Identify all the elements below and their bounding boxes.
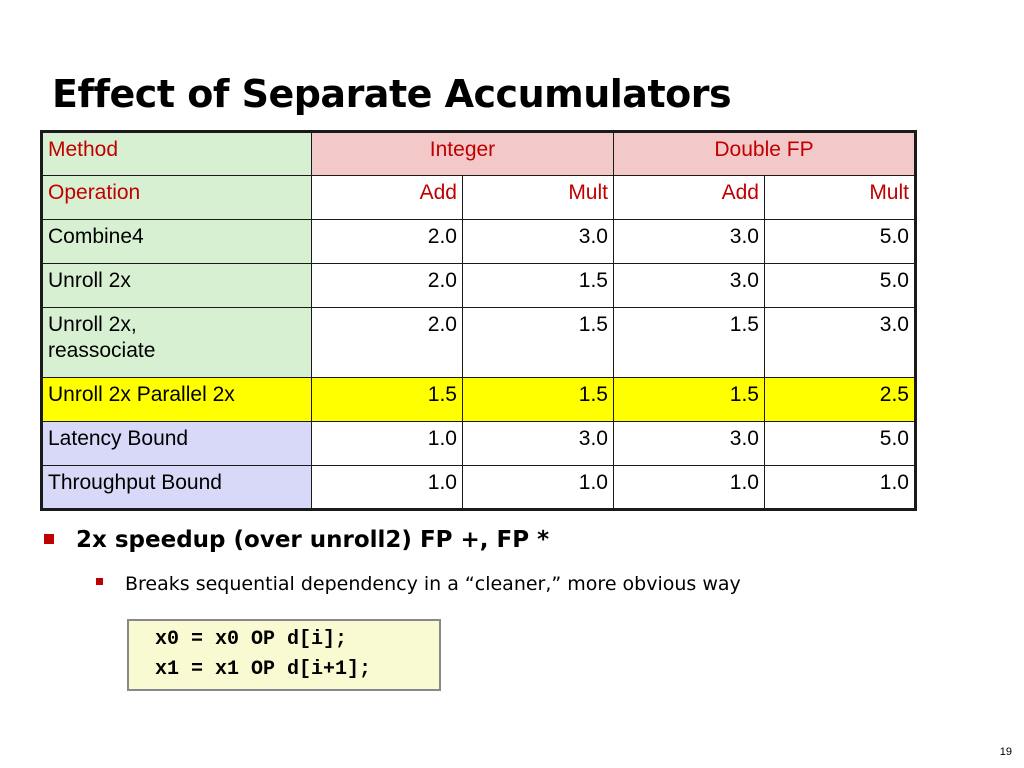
table-row (42, 220, 916, 264)
int-add-cell: 2.0 (312, 308, 463, 378)
main-bullet (44, 527, 549, 553)
int-mult-cell: 1.5 (463, 308, 614, 378)
main-bullet-text: 2x speedup (over unroll2) FP +, FP * (76, 527, 550, 553)
double-fp-header: Double FP (614, 132, 916, 176)
fp-add-cell: 3.0 (614, 264, 765, 308)
sub-bullet (96, 573, 741, 595)
fp-add-cell: 1.5 (614, 378, 765, 422)
operation-row (42, 176, 916, 220)
code-block (127, 619, 441, 691)
table-row (42, 422, 916, 466)
fp-add-cell: 1.5 (614, 308, 765, 378)
int-add-cell: 1.0 (312, 466, 463, 510)
table-header-row (42, 132, 916, 176)
sub-bullet-text: Breaks sequential dependency in a “cleaner,” more obvious way (125, 573, 741, 595)
highlighted-table-row (42, 378, 916, 422)
row-label: Latency Bound (42, 422, 312, 466)
code-line: x0 = x0 OP d[i]; (155, 628, 348, 651)
fp-mult-cell: 5.0 (765, 422, 916, 466)
performance-table (40, 130, 917, 511)
fp-mult-cell: 1.0 (765, 466, 916, 510)
fp-mult-cell: 2.5 (765, 378, 916, 422)
fp-mult-cell: 3.0 (765, 308, 916, 378)
int-mult-cell: 3.0 (463, 422, 614, 466)
code-line: x1 = x1 OP d[i+1]; (155, 658, 372, 681)
fp-mult-cell: 5.0 (765, 220, 916, 264)
page-number: 19 (999, 746, 1012, 758)
square-bullet-icon (96, 578, 103, 585)
int-mult-cell: 1.0 (463, 466, 614, 510)
table-row (42, 308, 916, 378)
int-add-cell: 2.0 (312, 220, 463, 264)
int-add-header: Add (312, 176, 463, 220)
row-label (42, 308, 312, 378)
operation-label: Operation (42, 176, 312, 220)
row-label: Unroll 2x (42, 264, 312, 308)
int-add-cell: 1.5 (312, 378, 463, 422)
row-label-line1: Unroll 2x, (48, 313, 137, 336)
fp-add-header: Add (614, 176, 765, 220)
fp-add-cell: 3.0 (614, 220, 765, 264)
row-label: Unroll 2x Parallel 2x (42, 378, 312, 422)
fp-add-cell: 1.0 (614, 466, 765, 510)
int-add-cell: 2.0 (312, 264, 463, 308)
fp-add-cell: 3.0 (614, 422, 765, 466)
fp-mult-cell: 5.0 (765, 264, 916, 308)
int-add-cell: 1.0 (312, 422, 463, 466)
int-mult-header: Mult (463, 176, 614, 220)
int-mult-cell: 1.5 (463, 378, 614, 422)
method-header: Method (42, 132, 312, 176)
square-bullet-icon (44, 534, 54, 544)
table-row (42, 466, 916, 510)
row-label-line2: reassociate (48, 339, 156, 362)
fp-mult-header: Mult (765, 176, 916, 220)
int-mult-cell: 3.0 (463, 220, 614, 264)
int-mult-cell: 1.5 (463, 264, 614, 308)
slide-title: Effect of Separate Accumulators (52, 72, 732, 116)
row-label: Combine4 (42, 220, 312, 264)
table-row (42, 264, 916, 308)
row-label: Throughput Bound (42, 466, 312, 510)
integer-header: Integer (312, 132, 614, 176)
